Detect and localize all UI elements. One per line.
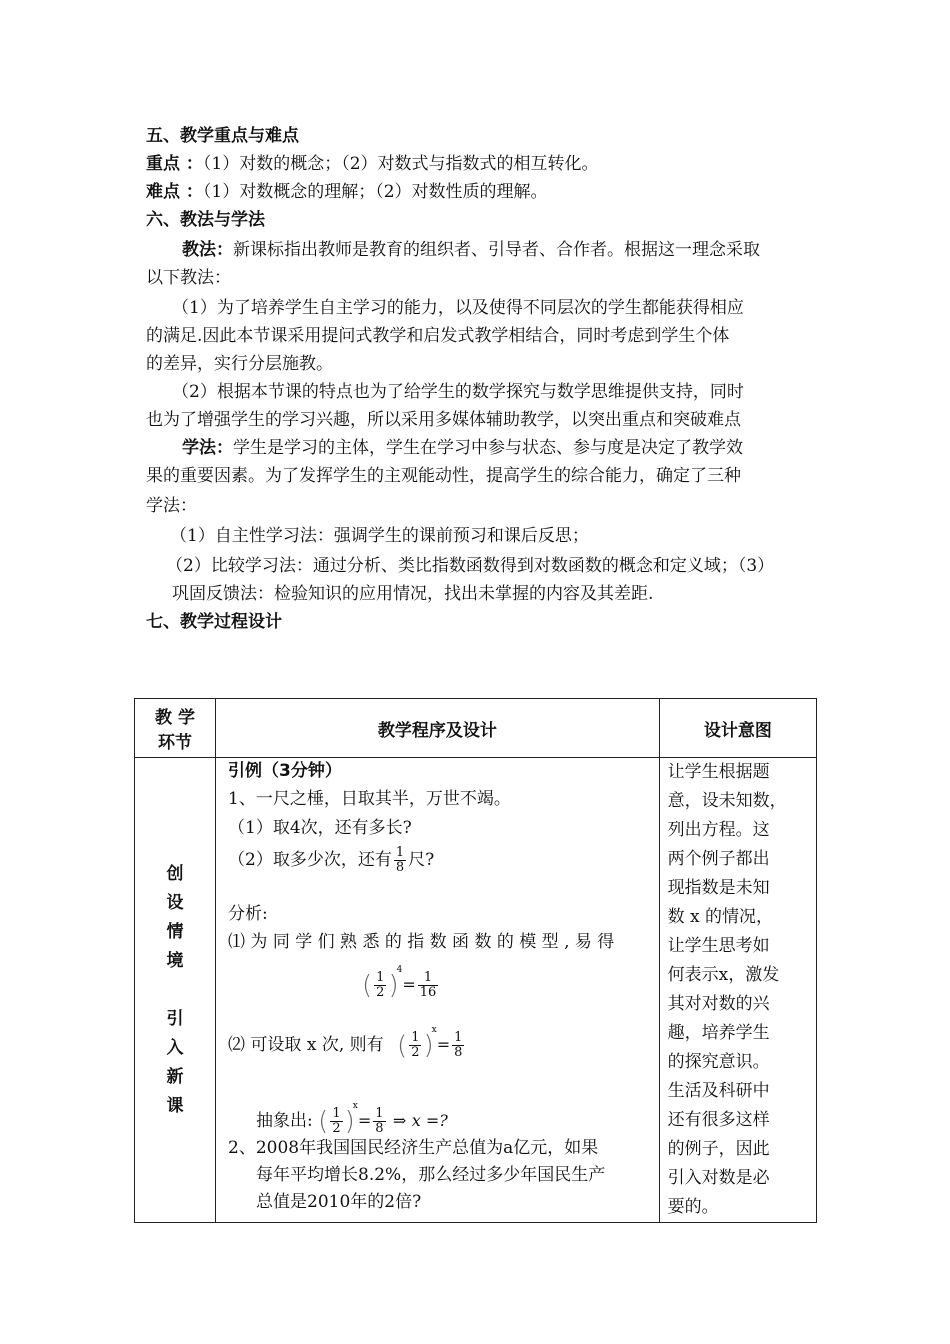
frac-numerator: 1 <box>375 1106 384 1121</box>
learning-method-line-2: 果的重要因素。为了发挥学生的主观能动性，提高学生的综合能力，确定了三种 <box>146 466 741 486</box>
learning-method-text: 学生是学习的主体，学生在学习中参与状态、参与度是决定了教学效 <box>233 438 743 458</box>
learning-method-para <box>182 436 743 460</box>
intent-line: 让学生思考如 <box>667 936 770 956</box>
analysis-2-text: ⑵ 可设取 x 次, 则有 <box>228 1035 384 1055</box>
stage-char: 课 <box>166 1095 184 1116</box>
paren-left: ( <box>397 1030 408 1061</box>
paren-right: ) <box>388 970 399 1001</box>
procedure-content <box>216 758 659 1214</box>
fraction-half <box>409 1031 421 1060</box>
question-2-line-2: 每年平均增长8.2%，那么经过多少年国民生产 <box>256 1165 606 1185</box>
paren-right: ) <box>423 1030 434 1061</box>
question-1: 1、一尺之棰，日取其半，万世不竭。 <box>228 789 511 809</box>
learning-method-label: 学法： <box>182 438 233 458</box>
teaching-item-1-line-3: 的差异，实行分层施教。 <box>146 354 333 374</box>
frac-numerator: 1 <box>411 1030 420 1045</box>
intent-line: 要的。 <box>667 1197 719 1217</box>
teaching-method-text-2: 以下教法： <box>146 268 231 288</box>
frac-denominator: 2 <box>332 1121 341 1136</box>
frac-denominator: 8 <box>375 1121 384 1136</box>
intent-line: 生活及科研中 <box>667 1081 770 1101</box>
exponent: x <box>431 1025 437 1035</box>
intent-line: 何表示x，激发 <box>667 965 780 985</box>
teaching-item-1-line-2: 的满足.因此本节课采用提问式教学和启发式教学相结合，同时考虑到学生个体 <box>146 326 730 346</box>
stage-char: 引 <box>166 1008 184 1029</box>
key-points-text: （1）对数的概念；（2）对数式与指数式的相互转化。 <box>202 154 599 174</box>
frac-numerator: 1 <box>376 970 385 985</box>
implies-sign: ⇒ <box>392 1111 407 1130</box>
fraction-one-eighth <box>394 846 406 875</box>
frac-denominator: 8 <box>395 860 405 875</box>
stage-spacer <box>135 976 215 1005</box>
fraction-one-eighth <box>373 1107 385 1136</box>
fraction-one-eighth <box>452 1031 464 1060</box>
question-1b-pre: （2）取多少次，还有 <box>228 850 392 870</box>
intent-cell <box>659 758 816 1223</box>
stage-char: 创 <box>166 863 184 884</box>
teaching-item-2-line-2: 也为了增强学生的学习兴趣，所以采用多媒体辅助教学，以突出重点和突破难点 <box>146 410 741 430</box>
stage-char: 情 <box>166 921 184 942</box>
intent-line: 两个例子都出 <box>667 849 770 869</box>
equals-sign: = <box>436 1035 451 1054</box>
question-2-line-1: 2、2008年我国国民经济生产总值为a亿元，如果 <box>228 1138 599 1158</box>
intent-line: 意，设未知数， <box>667 791 787 811</box>
procedure-cell <box>216 758 660 1223</box>
question-1b <box>228 846 434 875</box>
table-header-row <box>135 699 817 758</box>
method-3: 巩固反馈法：检验知识的应用情况，找出未掌握的内容及其差距. <box>172 584 654 604</box>
exponent: 4 <box>396 965 403 975</box>
fraction-half <box>374 971 386 1000</box>
stage-char: 设 <box>166 892 184 913</box>
header-stage <box>135 699 216 758</box>
intent-line: 还有很多这样 <box>667 1110 770 1130</box>
frac-numerator: 1 <box>418 971 439 986</box>
x-equals: x =? <box>411 1111 448 1130</box>
section-7-title: 七、教学过程设计 <box>146 612 282 632</box>
analysis-1: ⑴ 为 同 学 们 熟 悉 的 指 数 函 数 的 模 型 , 易 得 <box>228 932 615 952</box>
fraction-half <box>330 1107 342 1136</box>
fraction-one-sixteenth <box>418 971 439 1000</box>
abstraction-label: 抽象出: <box>256 1111 313 1131</box>
method-1: （1）自主性学习法：强调学生的课前预习和课后反思； <box>170 526 589 546</box>
intent-line: 的探究意识。 <box>667 1052 770 1072</box>
teaching-method-label: 教法： <box>182 240 233 260</box>
key-points-label: 重点 ： <box>146 154 203 174</box>
question-1a: （1）取4次，还有多长? <box>228 818 412 838</box>
key-points-line <box>146 152 599 176</box>
header-procedure: 教学程序及设计 <box>216 699 660 758</box>
frac-denominator: 2 <box>376 985 385 1000</box>
intent-line: 其对对数的兴 <box>667 994 770 1014</box>
exponent: x <box>352 1101 358 1111</box>
intent-line: 的例子，因此 <box>667 1139 770 1159</box>
paren-left: ( <box>318 1106 329 1137</box>
teaching-method-text: 新课标指出教师是教育的组织者、引导者、合作者。根据这一理念采取 <box>233 240 760 260</box>
paren-left: ( <box>362 970 373 1001</box>
formula-1 <box>362 958 440 1000</box>
teaching-item-2-line-1: （2）根据本节课的特点也为了给学生的数学探究与数学思维提供支持，同时 <box>172 382 744 402</box>
frac-numerator: 1 <box>332 1106 341 1121</box>
header-stage-line-1: 教 学 <box>155 708 195 728</box>
method-2: （2）比较学习法：通过分析、类比指数函数得到对数函数的概念和定义域；（3） <box>166 556 775 576</box>
example-title: 引例（3分钟） <box>228 761 342 781</box>
stage-char: 新 <box>166 1066 184 1087</box>
analysis-label: 分析: <box>228 904 268 924</box>
intent-line: 现指数是未知 <box>667 878 770 898</box>
difficult-points-text: （1）对数概念的理解；（2）对数性质的理解。 <box>202 182 548 202</box>
intent-line: 列出方程。这 <box>667 820 770 840</box>
section-5-title: 五、教学重点与难点 <box>146 126 299 146</box>
section-6-title: 六、教法与学法 <box>146 210 265 230</box>
frac-denominator: 2 <box>411 1045 420 1060</box>
intent-line: 数 x 的情况， <box>667 907 774 927</box>
intent-line: 引入对数是必 <box>667 1168 770 1188</box>
abstraction <box>256 1094 448 1136</box>
equals-sign: = <box>357 1111 372 1130</box>
header-intent: 设计意图 <box>659 699 816 758</box>
header-stage-line-2: 环节 <box>158 733 192 753</box>
frac-numerator: 1 <box>454 1030 463 1045</box>
question-1b-post: 尺? <box>408 850 435 870</box>
stage-char: 入 <box>166 1037 184 1058</box>
difficult-points-line <box>146 180 548 204</box>
analysis-2 <box>228 1018 466 1060</box>
teaching-method-para <box>182 238 760 262</box>
stage-char: 境 <box>166 950 184 971</box>
frac-numerator: 1 <box>395 845 405 860</box>
learning-method-line-3: 学法： <box>146 496 197 516</box>
difficult-points-label: 难点 ： <box>146 182 203 202</box>
intent-line: 趣，培养学生 <box>667 1023 770 1043</box>
frac-denominator: 8 <box>454 1045 463 1060</box>
frac-denominator: 16 <box>419 985 437 1000</box>
question-2-line-3: 总值是2010年的2倍? <box>256 1192 422 1212</box>
teaching-process-table <box>134 698 817 1223</box>
paren-right: ) <box>344 1106 355 1137</box>
intent-line: 让学生根据题 <box>667 762 770 782</box>
table-row <box>135 758 817 1223</box>
teaching-item-1-line-1: （1）为了培养学生自主学习的能力，以及使得不同层次的学生都能获得相应 <box>172 298 744 318</box>
stage-cell <box>135 758 216 1223</box>
equals-sign: = <box>402 975 416 994</box>
